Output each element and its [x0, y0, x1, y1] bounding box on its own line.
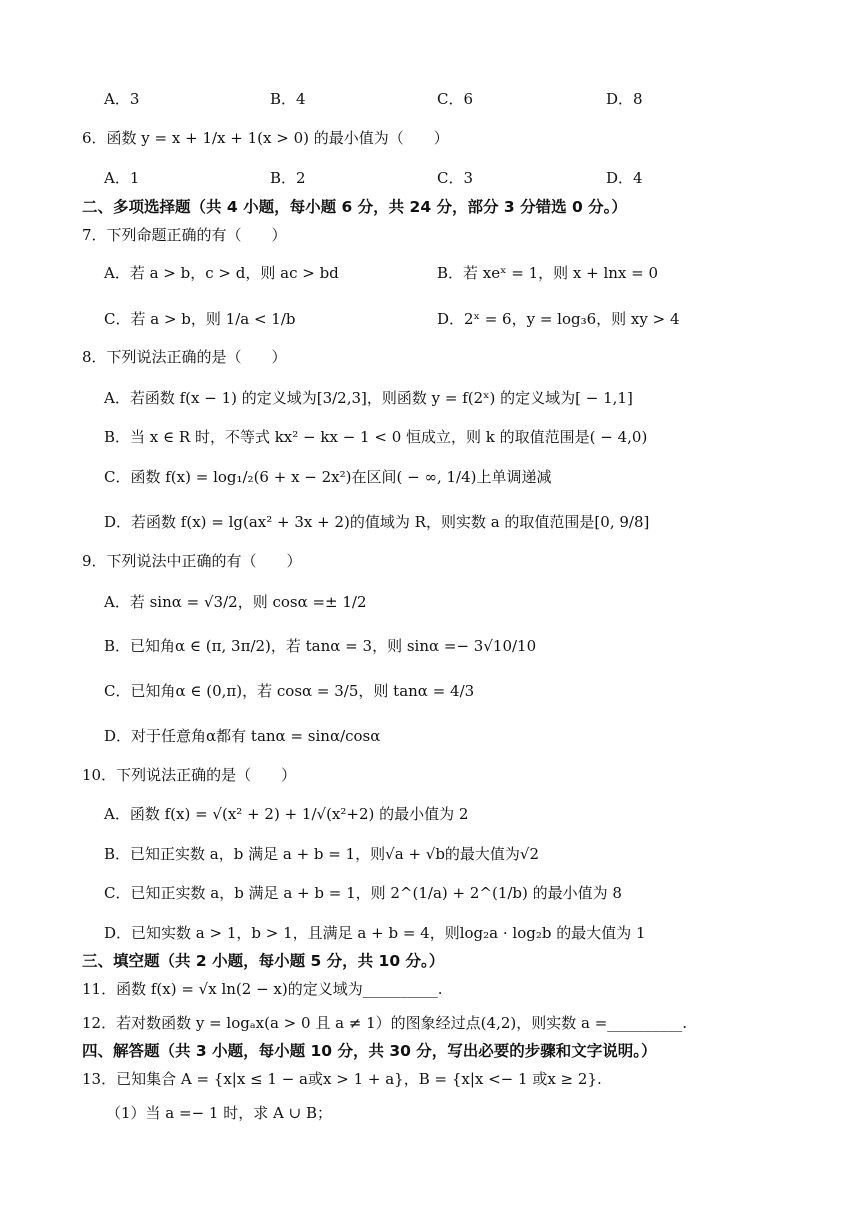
q9-option-d: D．对于任意角α都有 tanα = sinα/cosα	[104, 727, 381, 745]
q5-option-a: A．3	[104, 90, 140, 108]
q9-option-c: C．已知角α ∈ (0,π)，若 cosα = 3/5，则 tanα = 4/3	[104, 682, 475, 700]
q8-option-c: C．函数 f(x) = log₁/₂(6 + x − 2x²)在区间( − ∞, 1/4)上单调递减	[104, 468, 552, 486]
q7-option-b: B．若 xeˣ = 1，则 x + lnx = 0	[437, 264, 659, 282]
q10-option-c: C．已知正实数 a，b 满足 a + b = 1，则 2^(1/a) + 2^(1/b) 的最小值为 8	[104, 884, 622, 902]
q10-option-b: B．已知正实数 a，b 满足 a + b = 1，则√a + √b的最大值为√2	[104, 845, 540, 863]
q8-stem: 8．下列说法正确的是（ ）	[82, 348, 287, 366]
q10-option-a: A．函数 f(x) = √(x² + 2) + 1/√(x²+2) 的最小值为 2	[104, 805, 469, 823]
q5-option-c: C．6	[437, 90, 474, 108]
q7-option-a: A．若 a > b，c > d，则 ac > bd	[104, 264, 339, 282]
section-4-title: 四、解答题（共 3 小题，每小题 10 分，共 30 分，写出必要的步骤和文字说明。）	[82, 1042, 657, 1060]
q8-option-a: A．若函数 f(x − 1) 的定义域为[3/2,3]，则函数 y = f(2ˣ) 的定义域为[ − 1,1]	[104, 389, 633, 407]
section-2-title: 二、多项选择题（共 4 小题，每小题 6 分，共 24 分，部分 3 分错选 0 分。）	[82, 198, 627, 216]
q5-option-b: B．4	[270, 90, 306, 108]
section-3-title: 三、填空题（共 2 小题，每小题 5 分，共 10 分。）	[82, 952, 445, 970]
q9-option-a: A．若 sinα = √3/2，则 cosα =± 1/2	[104, 593, 367, 611]
q6-option-a: A．1	[104, 169, 140, 187]
q9-stem: 9．下列说法中正确的有（ ）	[82, 552, 302, 570]
q7-option-d: D．2ˣ = 6，y = log₃6，则 xy > 4	[437, 310, 680, 328]
q7-stem: 7．下列命题正确的有（ ）	[82, 226, 287, 244]
q13-stem: 13．已知集合 A = {x|x ≤ 1 − a或x > 1 + a}，B = {x|x <− 1 或x ≥ 2}.	[82, 1070, 602, 1088]
q12-stem: 12．若对数函数 y = logₐx(a > 0 且 a ≠ 1）的图象经过点(4,2)，则实数 a =__________.	[82, 1014, 688, 1032]
q10-option-d: D．已知实数 a > 1，b > 1，且满足 a + b = 4，则log₂a · log₂b 的最大值为 1	[104, 924, 646, 942]
q8-option-b: B．当 x ∈ R 时，不等式 kx² − kx − 1 < 0 恒成立，则 k 的取值范围是( − 4,0)	[104, 428, 648, 446]
q5-option-d: D．8	[606, 90, 643, 108]
q6-option-d: D．4	[606, 169, 643, 187]
q11-stem: 11．函数 f(x) = √x ln(2 − x)的定义域为__________.	[82, 980, 443, 998]
q13-subquestion-1: （1）当 a =− 1 时，求 A ∪ B；	[106, 1104, 332, 1122]
q9-option-b: B．已知角α ∈ (π, 3π/2)，若 tanα = 3，则 sinα =− 3√10/10	[104, 637, 537, 655]
q7-option-c: C．若 a > b，则 1/a < 1/b	[104, 310, 296, 328]
q8-option-d: D．若函数 f(x) = lg(ax² + 3x + 2)的值域为 R，则实数 a 的取值范围是[0, 9/8]	[104, 513, 650, 531]
q6-option-c: C．3	[437, 169, 474, 187]
q6-option-b: B．2	[270, 169, 306, 187]
q6-stem: 6．函数 y = x + 1/x + 1(x > 0) 的最小值为（ ）	[82, 129, 449, 147]
q10-stem: 10．下列说法正确的是（ ）	[82, 766, 297, 784]
